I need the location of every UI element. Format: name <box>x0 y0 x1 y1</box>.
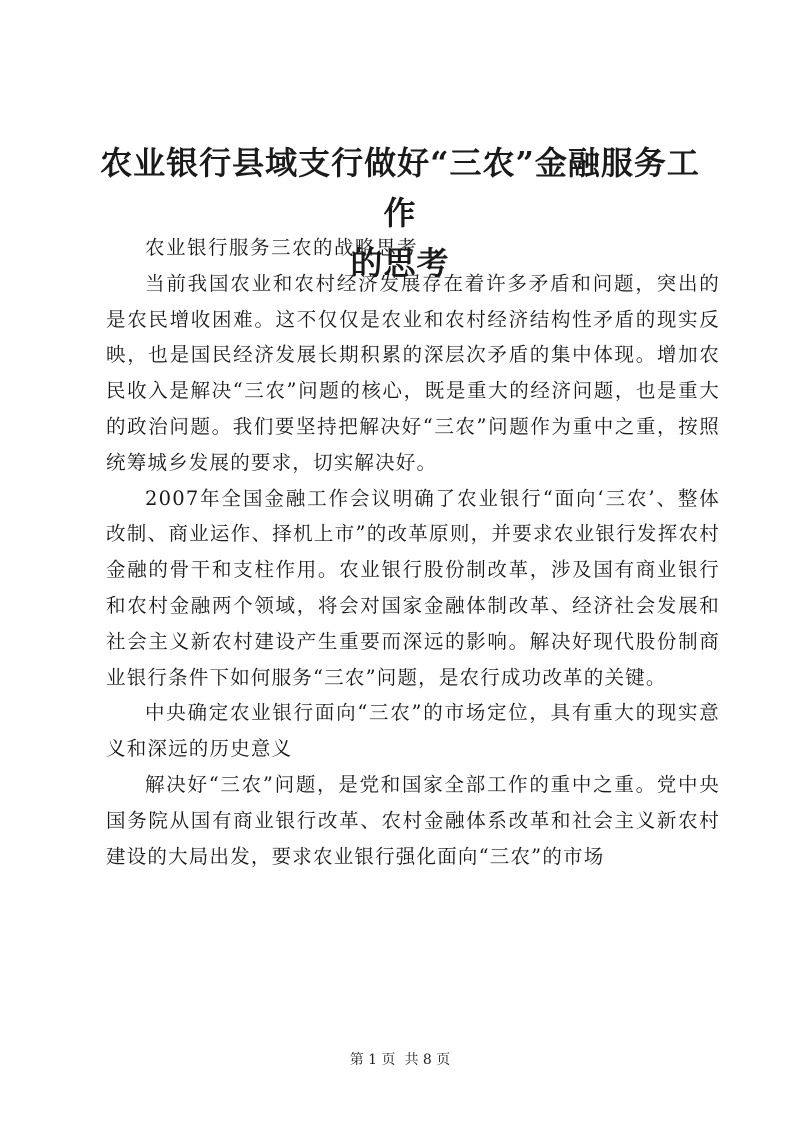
body-paragraph: 当前我国农业和农村经济发展存在着许多矛盾和问题，突出的是农民增收困难。这不仅仅是农业和农村经济结构性矛盾的现实反映，也是国民经济发展长期积累的深层次矛盾的集中体现。增加农民收入是解决“三农”问题的核心，既是重大的经济问题，也是重大的政治问题。我们要坚持把解决好“三农”问题作为重中之重，按照统筹城乡发展的要求，切实解决好。 <box>106 271 720 474</box>
body-paragraph: 中央确定农业银行面向“三农”的市场定位，具有重大的现实意义和深远的历史意义 <box>106 701 720 761</box>
page-number: 第 1 页 共 8 页 <box>349 1052 451 1068</box>
page-footer <box>0 1050 800 1070</box>
section-heading: 农业银行服务三农的战略思考 <box>145 236 419 259</box>
title-line-2: 的思考 <box>350 244 450 282</box>
body-paragraph: 2007年全国金融工作会议明确了农业银行“面向‘三农’、整体改制、商业运作、择机上市”的改革原则，并要求农业银行发挥农村金融的骨干和支柱作用。农业银行股份制改革，涉及国有商业银行和农村金融两个领域，将会对国家金融体制改革、经济社会发展和社会主义新农村建设产生重要而深远的影响。解决好现代股份制商业银行条件下如何服务“三农”问题，是农行成功改革的关键。 <box>106 486 720 689</box>
body-paragraph: 解决好“三农”问题，是党和国家全部工作的重中之重。党中央国务院从国有商业银行改革、农村金融体系改革和社会主义新农村建设的大局出发，要求农业银行强化面向“三农”的市场 <box>106 772 720 868</box>
title-line-1: 农业银行县域支行做好“三农”金融服务工作 <box>100 144 700 232</box>
document-body <box>106 230 720 874</box>
